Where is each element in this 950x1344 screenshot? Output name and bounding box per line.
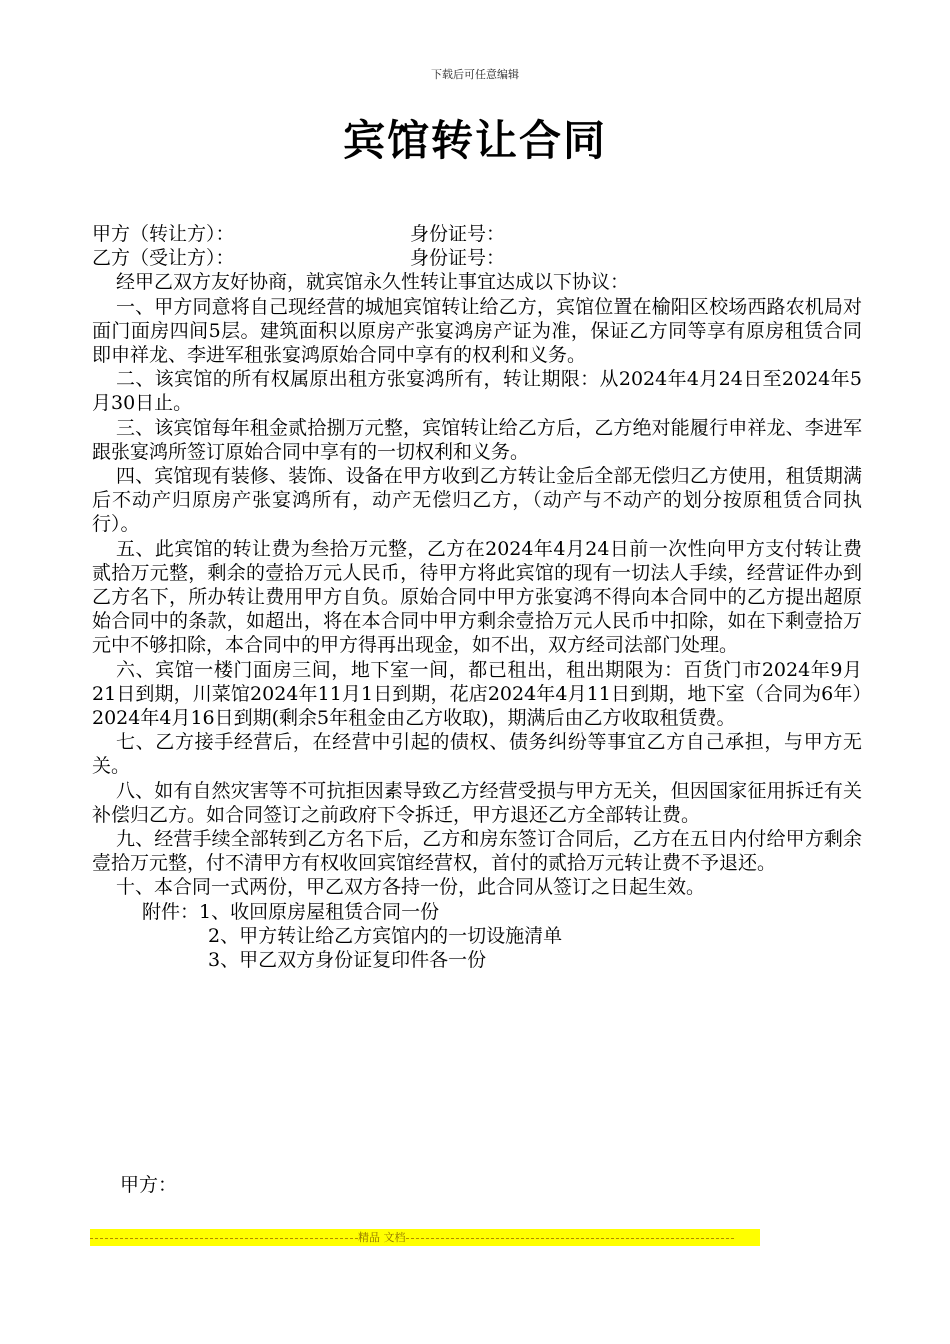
footer-text: 精品 文档 (358, 1231, 406, 1244)
intro-paragraph: 经甲乙双方友好协商，就宾馆永久性转让事宜达成以下协议： (116, 271, 630, 294)
party-a-label: 甲方（转让方）： (92, 223, 235, 245)
clause-5: 五、此宾馆的转让费为叁拾万元整，乙方在2024年4月24日前一次性向甲方支付转让费贰拾万元整，剩余的壹拾万元人民币，待甲方将此宾馆的现有一切法人手续，经营证件办到乙方名下，所办转让费用甲方自负。原始合同中甲方张宴鸿不得向本合同中的乙方提出超原始合同中的条款，如超出，将在本合同中甲方剩余壹拾万元人民币中扣除，如在下剩壹拾万元中不够扣除，本合同中的甲方得再出现金，如不出，双方经司法部门处理。 (92, 537, 862, 657)
party-a-id-label: 身份证号： (410, 223, 506, 245)
party-a-signature-label: 甲方： (120, 1174, 178, 1196)
footer-dash-left (90, 1229, 358, 1246)
clause-1: 一、甲方同意将自己现经营的城旭宾馆转让给乙方，宾馆位置在榆阳区校场西路农机局对面门面房四间5层。建筑面积以原房产张宴鸿房产证为准，保证乙方同等享有原房租赁合同即申祥龙、李进军租张宴鸿原始合同中享有的权利和义务。 (92, 295, 862, 367)
party-a-row (92, 222, 862, 246)
document-title: 宾馆转让合同 (342, 116, 607, 165)
attachment-2: 2、甲方转让给乙方宾馆内的一切设施清单 (208, 924, 563, 947)
clause-10: 十、本合同一式两份，甲乙双方各持一份，此合同从签订之日起生效。 (116, 876, 706, 899)
contract-body (92, 222, 862, 972)
clause-8: 八、如有自然灾害等不可抗拒因素导致乙方经营受损与甲方无关，但因国家征用拆迁有关补偿归乙方。如合同签订之前政府下令拆迁，甲方退还乙方全部转让费。 (92, 779, 862, 826)
clause-7: 七、乙方接手经营后，在经营中引起的债权、债务纠纷等事宜乙方自己承担，与甲方无关。 (92, 731, 862, 778)
party-b-id-label: 身份证号： (410, 247, 506, 270)
party-b-row (92, 246, 862, 270)
attachment-1: 附件：1、收回原房屋租赁合同一份 (142, 900, 440, 923)
clause-6: 六、宾馆一楼门面房三间，地下室一间，都已租出，租出期限为：百货门市2024年9月21日到期，川菜馆2024年11月1日到期，花店2024年4月11日到期，地下室（合同为6年）2024年4月16日到期(剩余5年租金由乙方收取)，期满后由乙方收取租赁费。 (92, 658, 862, 730)
download-note: 下载后可任意编辑 (431, 68, 519, 81)
footer-banner (90, 1229, 760, 1246)
clause-3: 三、该宾馆每年租金贰拾捌万元整，宾馆转让给乙方后，乙方绝对能履行申祥龙、李进军跟张宴鸿所签订原始合同中享有的一切权利和义务。 (92, 416, 862, 463)
party-b-label: 乙方（受让方）： (92, 247, 235, 270)
clause-9: 九、经营手续全部转到乙方名下后，乙方和房东签订合同后，乙方在五日内付给甲方剩余壹拾万元整，付不清甲方有权收回宾馆经营权，首付的贰拾万元转让费不予退还。 (92, 828, 862, 875)
attachment-3: 3、甲乙双方身份证复印件各一份 (208, 949, 487, 972)
clause-4: 四、宾馆现有装修、装饰、设备在甲方收到乙方转让金后全部无偿归乙方使用，租赁期满后不动产归原房产张宴鸿所有，动产无偿归乙方，（动产与不动产的划分按原租赁合同执行）。 (92, 465, 862, 536)
clause-2: 二、该宾馆的所有权属原出租方张宴鸿所有，转让期限：从2024年4月24日至2024年5月30日止。 (92, 368, 862, 415)
footer-dash-right (406, 1229, 736, 1246)
